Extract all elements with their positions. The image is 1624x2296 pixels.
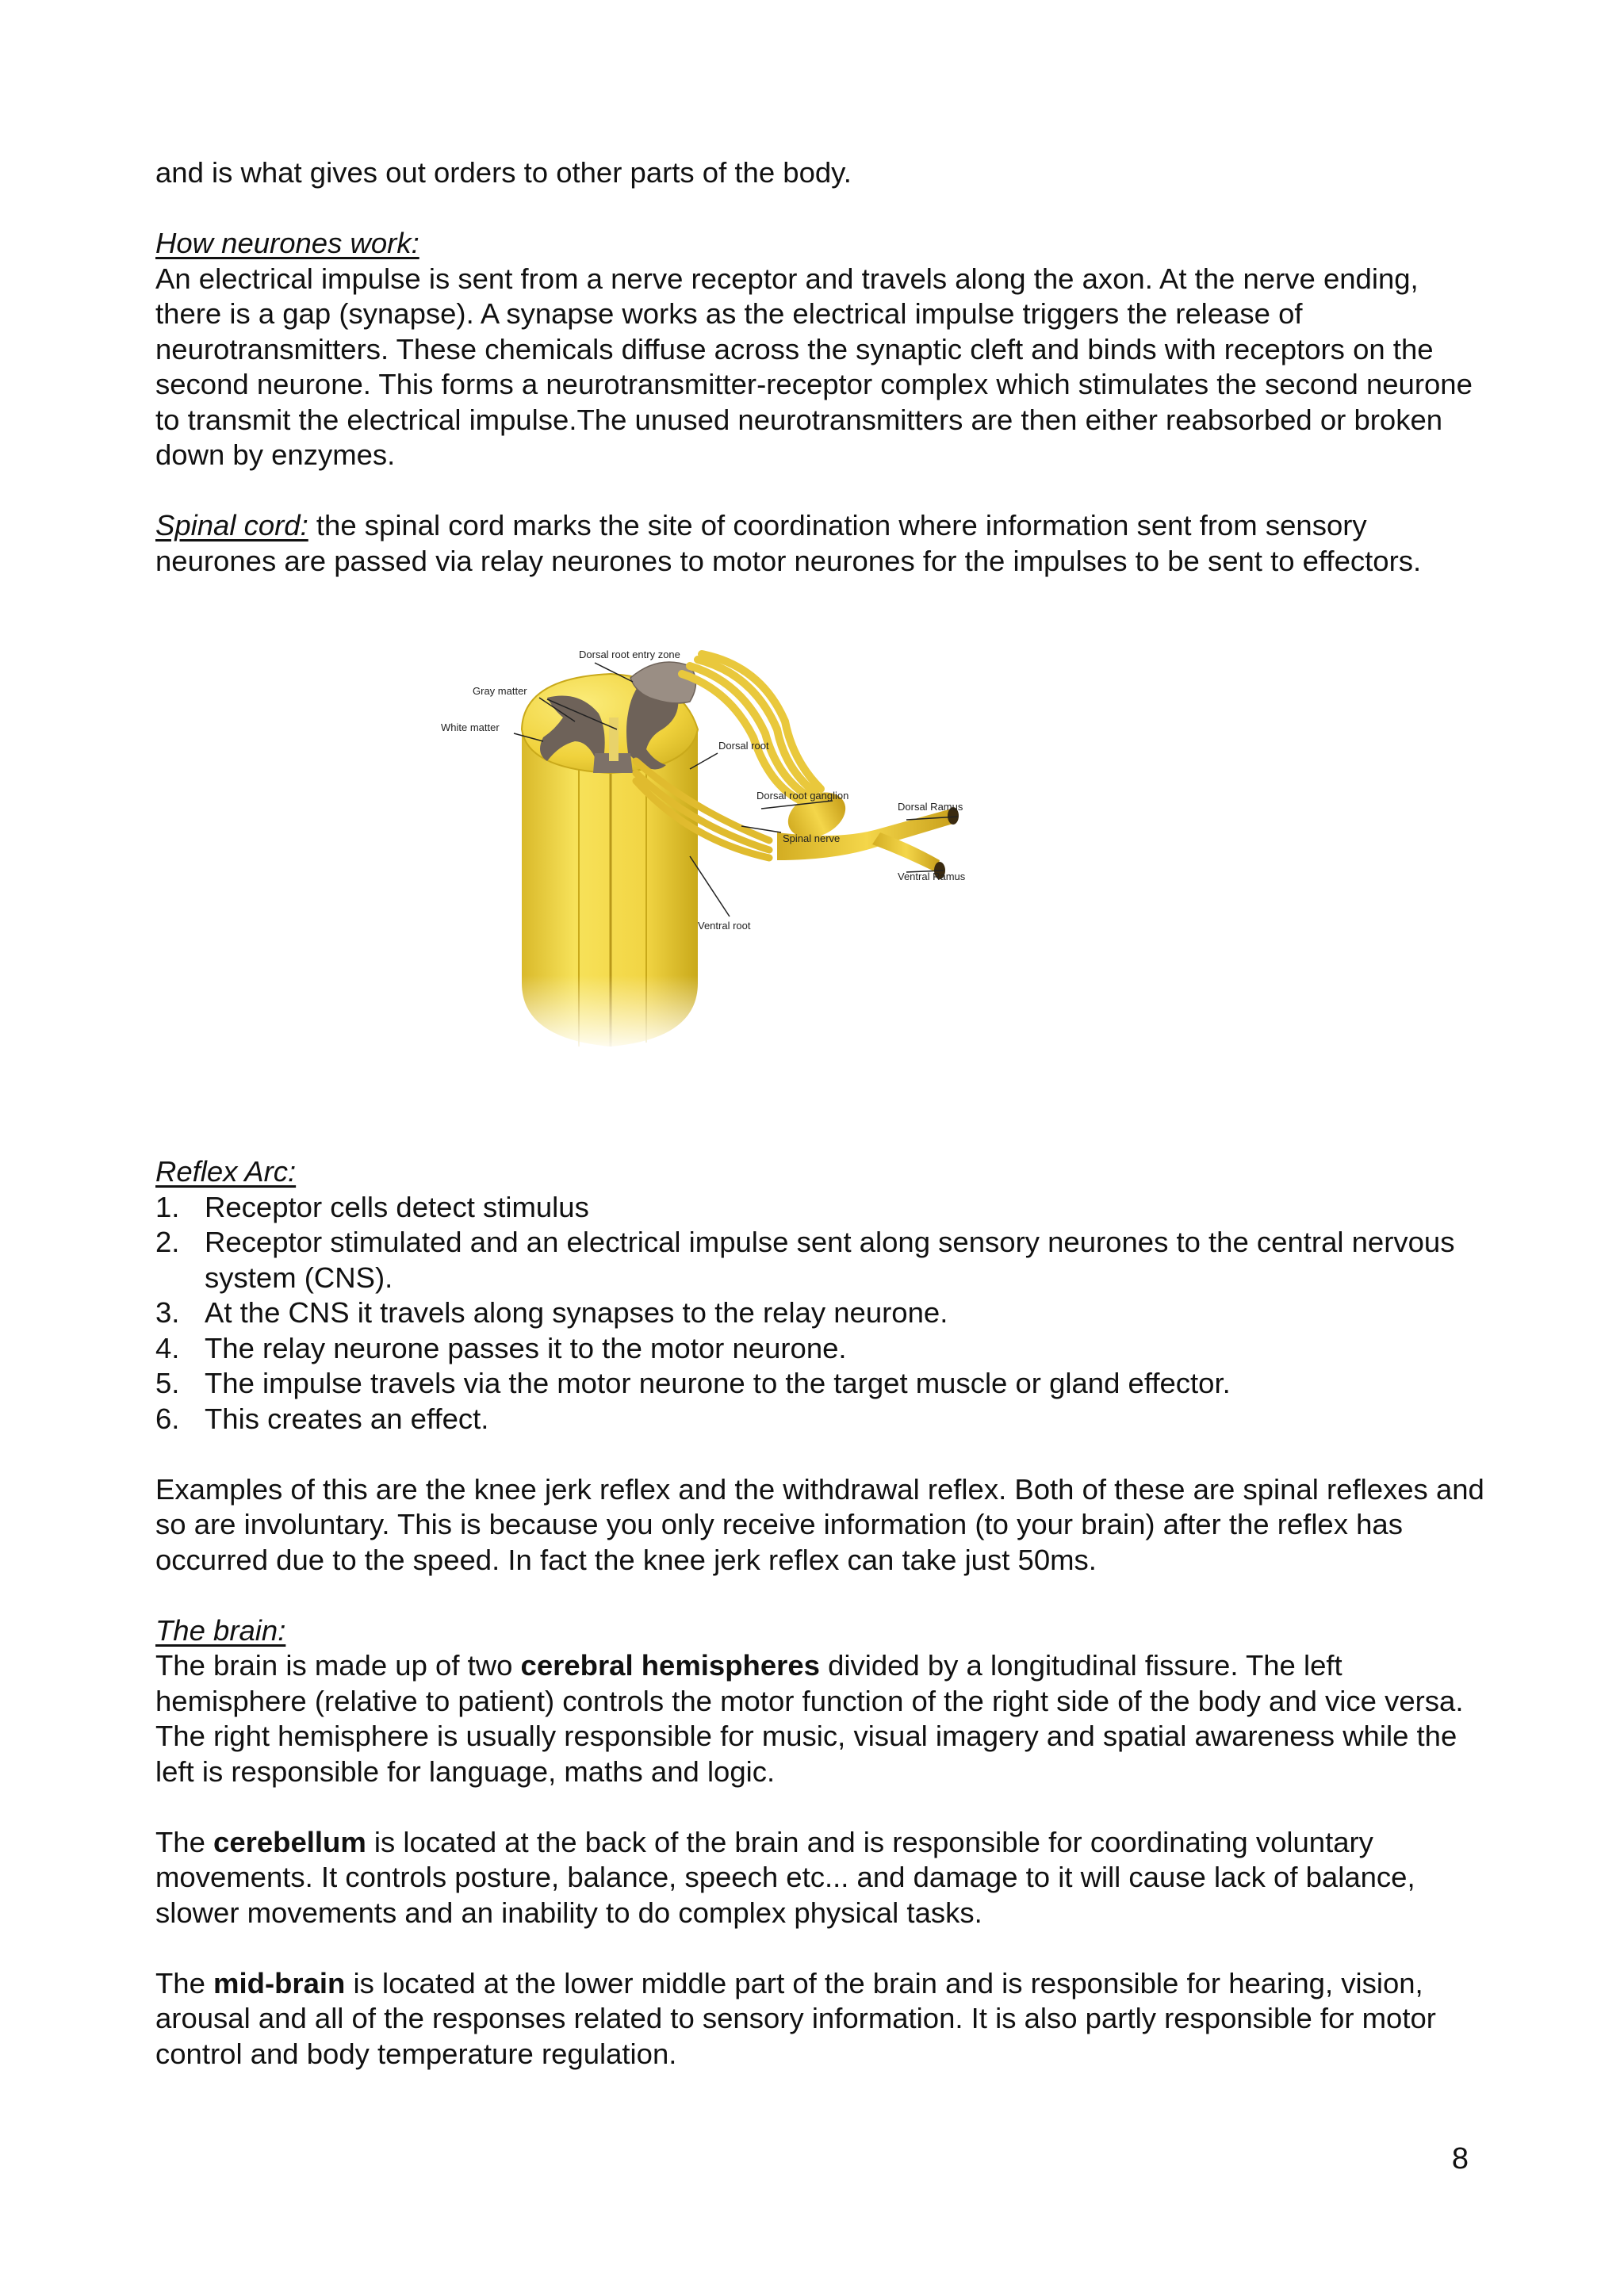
intro-line: and is what gives out orders to other parts of the body. <box>155 156 852 189</box>
spinal-cord-figure <box>428 642 1126 1054</box>
spinal-cord-paragraph <box>155 508 1488 579</box>
ventral-ramus-branch <box>872 832 940 872</box>
label-ventral-ramus: Ventral Ramus <box>898 871 966 882</box>
label-dorsal-ramus: Dorsal Ramus <box>898 801 963 813</box>
spinal-cord-illustration <box>428 642 1126 1054</box>
reflex-step: 2. Receptor stimulated and an electrical impulse sent along sensory neurones to the central nervous system (CNS). <box>155 1226 1455 1294</box>
label-spinal-nerve: Spinal nerve <box>783 832 841 844</box>
brain-paragraph-cerebellum: The cerebellum is located at the back of the brain and is responsible for coordinating voluntary movements. It controls posture, balance, speech etc... and damage to it will cause lack of balance, slower movements and an inability to do complex physical tasks. <box>155 1825 1415 1929</box>
page-number: 8 <box>1451 2142 1469 2175</box>
label-dorsal-root: Dorsal root <box>718 740 769 752</box>
reflex-step: 3. At the CNS it travels along synapses to the relay neurone. <box>155 1296 948 1329</box>
reflex-heading: Reflex Arc: <box>155 1155 297 1188</box>
spinal-cord-cylinder <box>508 729 714 1054</box>
brain-paragraph-hemispheres: The brain is made up of two cerebral hemispheres divided by a longitudinal fissure. The left hemisphere (relative to patient) controls the motor function of the right side of the body and vice versa. The right hemisphere is usually responsible for music, visual imagery and spatial awareness while the left is responsible for language, maths and logic. <box>155 1649 1464 1788</box>
label-white-matter: White matter <box>441 721 500 733</box>
dorsal-root-fibers <box>682 654 821 801</box>
reflex-step: 6. This creates an effect. <box>155 1402 489 1435</box>
label-dorsal-root-entry-zone: Dorsal root entry zone <box>579 649 680 660</box>
bottom-text-block <box>155 1154 1488 2072</box>
reflex-steps-list <box>155 1190 1488 1437</box>
reflex-step: 1. Receptor cells detect stimulus <box>155 1190 589 1223</box>
neurones-body: An electrical impulse is sent from a nerve receptor and travels along the axon. At the nerve ending, there is a gap (synapse). A synapse works as the electrical impulse triggers the release of neurotransmitters. These chemicals diffuse across the synaptic cleft and binds with receptors on the second neurone. This forms a neurotransmitter-receptor complex which stimulates the second neurone to transmit the electrical impulse.The unused neurotransmitters are then either reabsorbed or broken down by enzymes. <box>155 262 1473 471</box>
spinal-cord-heading: Spinal cord: <box>155 509 308 541</box>
label-ventral-root: Ventral root <box>698 920 751 932</box>
brain-heading: The brain: <box>155 1613 286 1647</box>
label-gray-matter: Gray matter <box>473 685 527 697</box>
brain-paragraph-midbrain: The mid-brain is located at the lower middle part of the brain and is responsible for hearing, vision, arousal and all of the responses related to sensory information. It is also partly responsible for motor control and body temperature regulation. <box>155 1966 1436 2070</box>
reflex-step: 5. The impulse travels via the motor neurone to the target muscle or gland effector. <box>155 1367 1231 1399</box>
label-dorsal-root-ganglion: Dorsal root ganglion <box>756 790 849 802</box>
reflex-examples: Examples of this are the knee jerk reflex and the withdrawal reflex. Both of these are spinal reflexes and so are involuntary. This is because you only receive information (to your brain) after the reflex has occurred due to the speed. In fact the knee jerk reflex can take just 50ms. <box>155 1472 1484 1576</box>
top-text-block <box>155 155 1488 579</box>
spinal-cord-body: the spinal cord marks the site of coordination where information sent from sensory neurones are passed via relay neurones to motor neurones for the impulses to be sent to effectors. <box>155 509 1422 577</box>
reflex-step: 4. The relay neurone passes it to the motor neurone. <box>155 1331 847 1364</box>
neurones-heading: How neurones work: <box>155 227 419 259</box>
